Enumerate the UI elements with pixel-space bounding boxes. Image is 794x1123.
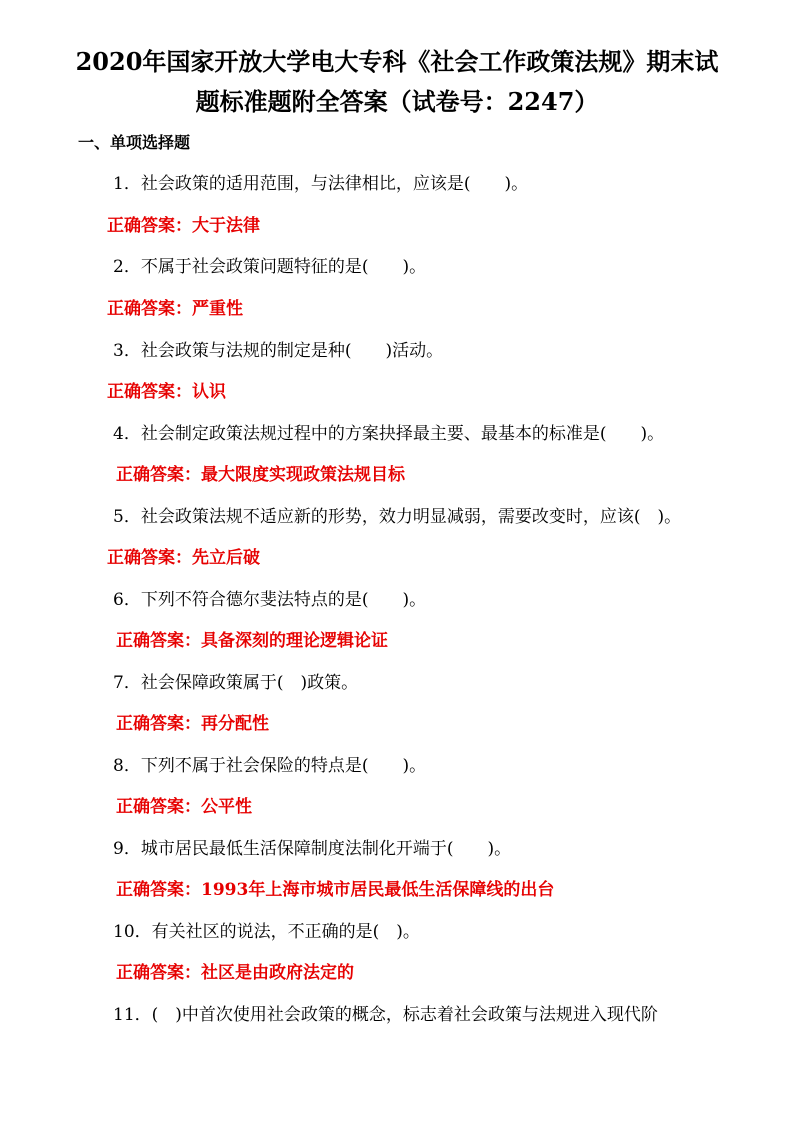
answer-text: 社区是由政府法定的	[201, 963, 354, 983]
question-1: 1．社会政策的适用范围，与法律相比，应该是( )。	[113, 174, 529, 194]
answer-prefix: 正确答案：	[116, 631, 201, 651]
question-7: 7．社会保障政策属于( )政策。	[113, 673, 359, 693]
document-title-line-1: 2020年国家开放大学电大专科《社会工作政策法规》期末试	[75, 47, 719, 76]
answer-8	[116, 793, 252, 821]
question-2: 2．不属于社会政策问题特征的是( )。	[113, 257, 427, 277]
document-title-line-2: 题标准题附全答案（试卷号：2247）	[195, 87, 599, 116]
answer-prefix: 正确答案：	[116, 714, 201, 734]
question-9: 9．城市居民最低生活保障制度法制化开端于( )。	[113, 839, 512, 859]
answer-prefix: 正确答案：	[116, 797, 201, 817]
section-heading: 一、单项选择题	[78, 133, 191, 152]
answer-prefix: 正确答案：	[116, 880, 201, 900]
answer-text: 大于法律	[192, 216, 260, 236]
answer-text: 最大限度实现政策法规目标	[201, 465, 405, 485]
question-8: 8．下列不属于社会保险的特点是( )。	[113, 756, 427, 776]
question-5: 5．社会政策法规不适应新的形势，效力明显减弱，需要改变时，应该( )。	[113, 507, 682, 527]
answer-prefix: 正确答案：	[107, 299, 192, 319]
answer-7	[116, 710, 269, 738]
question-3: 3．社会政策与法规的制定是种( )活动。	[113, 341, 444, 361]
answer-4	[116, 461, 405, 489]
answer-text: 再分配性	[201, 714, 269, 734]
answer-text: 先立后破	[192, 548, 260, 568]
answer-prefix: 正确答案：	[116, 465, 201, 485]
answer-3	[107, 378, 226, 406]
answer-text: 认识	[192, 382, 226, 402]
answer-1	[107, 212, 260, 240]
answer-9	[116, 876, 554, 904]
question-4: 4．社会制定政策法规过程中的方案抉择最主要、最基本的标准是( )。	[113, 424, 665, 444]
answer-prefix: 正确答案：	[116, 963, 201, 983]
answer-6	[116, 627, 388, 655]
question-6: 6．下列不符合德尔斐法特点的是( )。	[113, 590, 427, 610]
answer-text: 严重性	[192, 299, 243, 319]
answer-10	[116, 959, 354, 987]
answer-2	[107, 295, 243, 323]
answer-prefix: 正确答案：	[107, 382, 192, 402]
answer-text: 公平性	[201, 797, 252, 817]
answer-prefix: 正确答案：	[107, 216, 192, 236]
answer-5	[107, 544, 260, 572]
question-10: 10．有关社区的说法，不正确的是( )。	[113, 922, 420, 942]
answer-prefix: 正确答案：	[107, 548, 192, 568]
answer-text: 具备深刻的理论逻辑论证	[201, 631, 388, 651]
question-11: 11．( )中首次使用社会政策的概念，标志着社会政策与法规进入现代阶	[113, 1005, 658, 1025]
answer-text: 1993年上海市城市居民最低生活保障线的出台	[201, 880, 555, 900]
